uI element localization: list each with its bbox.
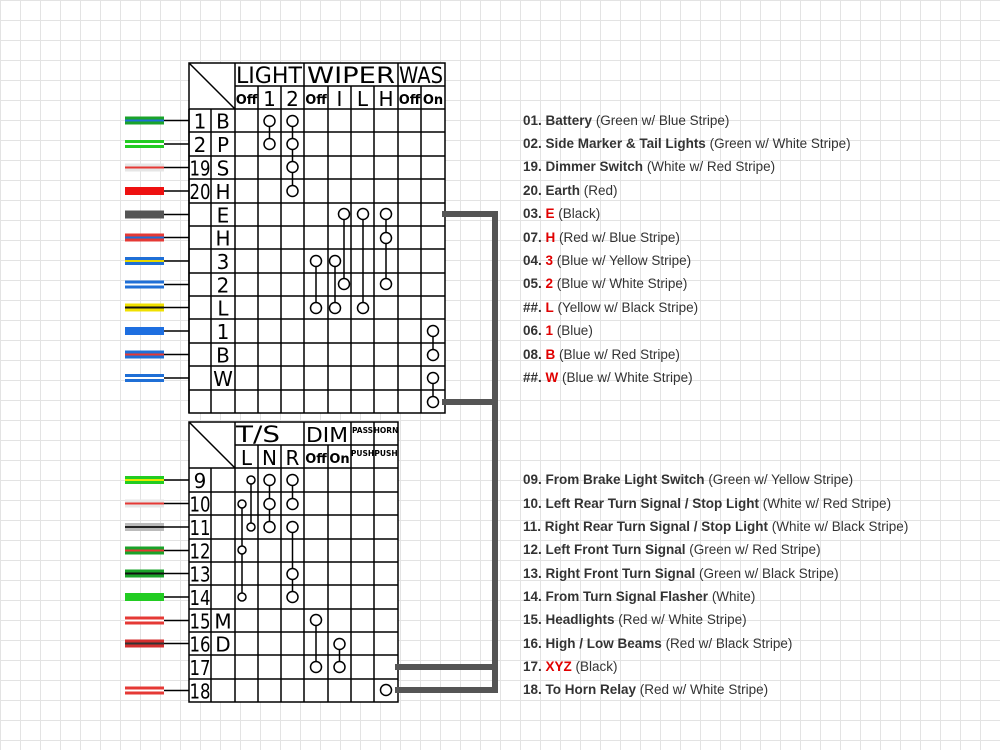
bottom-row-number: 9 [193, 469, 207, 493]
legend-wire-name: B [545, 347, 556, 362]
bottom-row-number: 18 [189, 679, 211, 704]
group-pass-label: PASS [351, 426, 374, 435]
legend-number: 09. [523, 472, 546, 487]
wire-swatch [125, 500, 189, 508]
pos-dim-off: Off [305, 452, 327, 467]
legend-entry [523, 636, 792, 651]
legend-color-desc: (White) [708, 589, 756, 604]
pos-ts-n: N [262, 446, 277, 470]
legend-entry [523, 323, 593, 338]
legend-wire-name: Right Front Turn Signal [545, 566, 696, 581]
group-ts-label: T/S [234, 423, 280, 448]
top-row-code: W [213, 367, 233, 391]
legend-entry [523, 519, 908, 534]
legend-entry [523, 347, 680, 362]
legend-color-desc: (Blue) [553, 323, 593, 338]
top-row-code: E [216, 203, 230, 228]
top-row-code: 1 [216, 320, 230, 344]
wire-swatch [125, 523, 189, 531]
top-row-number: 19 [189, 156, 211, 181]
legend-wire-name: High / Low Beams [545, 636, 662, 651]
legend-wire-name: 3 [545, 253, 554, 268]
legend-entry [523, 253, 691, 268]
legend-wire-name: Left Front Turn Signal [545, 542, 686, 557]
legend-entry [523, 230, 680, 245]
wire-swatch [125, 640, 189, 648]
wire-swatch [125, 351, 189, 359]
pos-wiper-h: H [378, 87, 394, 111]
pos-light-1: 1 [263, 87, 276, 111]
legend-number: 16. [523, 636, 546, 651]
bottom-row-number: 14 [189, 586, 211, 610]
legend-color-desc: (Blue w/ White Stripe) [553, 276, 688, 291]
legend-wire-name: Earth [545, 183, 581, 198]
legend-wire-name: H [545, 230, 556, 245]
legend-number: 12. [523, 542, 546, 557]
top-row-code: 2 [216, 273, 230, 298]
wire-swatch [125, 547, 189, 555]
legend-number: 15. [523, 612, 546, 627]
legend-entry [523, 300, 698, 315]
legend-wire-name: To Horn Relay [545, 682, 637, 697]
top-row-number: 20 [189, 180, 211, 204]
top-row-code: P [216, 133, 230, 157]
bottom-row-number: 13 [189, 562, 211, 587]
legend-wire-name: Dimmer Switch [545, 159, 644, 174]
legend-wire-name: XYZ [545, 659, 572, 674]
pos-pass-push: PUSH [350, 449, 375, 458]
legend-wire-name: From Brake Light Switch [545, 472, 705, 487]
group-wiper-label: WIPER [307, 64, 395, 89]
wire-swatch [125, 211, 189, 219]
pos-wiper-i: I [336, 87, 343, 111]
wire-swatch [125, 281, 189, 289]
group-horn-label: HORN [373, 426, 399, 435]
legend-color-desc: (Black) [554, 206, 601, 221]
pos-ts-r: R [285, 446, 300, 470]
legend-number: 03. [523, 206, 546, 221]
wire-swatch [125, 593, 189, 601]
bottom-row-code: D [215, 632, 231, 657]
pos-was-on: On [422, 93, 444, 108]
pos-wiper-off: Off [305, 93, 327, 108]
legend-number: 20. [523, 183, 546, 198]
legend-entry [523, 566, 839, 581]
top-row-code: H [215, 180, 231, 204]
legend-wire-name: W [545, 370, 559, 385]
wire-swatch [125, 117, 189, 125]
legend-number: 11. [523, 519, 545, 534]
bottom-row-number: 15 [189, 609, 211, 634]
bottom-row-number: 11 [189, 516, 211, 540]
group-dim-label: DIM [306, 423, 348, 447]
legend-wire-name: From Turn Signal Flasher [545, 589, 709, 604]
wire-swatch [125, 187, 189, 195]
legend-color-desc: (Green w/ Yellow Stripe) [704, 472, 854, 487]
legend-color-desc: (White w/ Black Stripe) [768, 519, 909, 534]
legend-number: ##. [523, 300, 546, 315]
legend-number: ##. [523, 370, 546, 385]
legend-wire-name: L [545, 300, 554, 315]
legend-color-desc: (Green w/ Black Stripe) [695, 566, 839, 581]
legend-entry [523, 589, 755, 604]
bottom-row-code: M [214, 609, 232, 634]
bottom-row-number: 10 [189, 492, 211, 517]
horn-push-terminal [381, 685, 392, 696]
legend-number: 01. [523, 113, 546, 128]
wire-swatch [125, 234, 189, 242]
legend-wire-name: 2 [545, 276, 554, 291]
group-was-label: WAS [399, 64, 443, 89]
legend-color-desc: (Red) [580, 183, 618, 198]
pos-horn-push: PUSH [374, 449, 398, 458]
top-row-code: H [215, 226, 231, 251]
wire-swatch [125, 257, 189, 265]
legend-number: 04. [523, 253, 546, 268]
wire-swatch [125, 140, 189, 148]
wire-swatch [125, 687, 189, 695]
legend-entry [523, 659, 618, 674]
legend-color-desc: (Blue w/ Red Stripe) [555, 347, 680, 362]
legend-color-desc: (Green w/ White Stripe) [705, 136, 851, 151]
legend-color-desc: (Green w/ Red Stripe) [685, 542, 821, 557]
legend-entry [523, 496, 891, 511]
legend-wire-name: E [545, 206, 555, 221]
wire-swatch [125, 164, 189, 172]
legend-color-desc: (Red w/ White Stripe) [636, 682, 769, 697]
pos-dim-on: On [329, 452, 350, 467]
top-row-number: 1 [193, 109, 207, 134]
legend-number: 14. [523, 589, 546, 604]
legend-color-desc: (Black) [571, 659, 618, 674]
wire-swatch [125, 570, 189, 578]
wire-swatch [125, 476, 189, 484]
legend-wire-name: Right Rear Turn Signal / Stop Light [544, 519, 769, 534]
legend-color-desc: (Yellow w/ Black Stripe) [553, 300, 699, 315]
legend-number: 02. [523, 136, 546, 151]
legend-wire-name: Battery [545, 113, 593, 128]
legend-color-desc: (White w/ Red Stripe) [759, 496, 892, 511]
legend-entry [523, 370, 693, 385]
legend-number: 17. [523, 659, 546, 674]
legend-color-desc: (Blue w/ White Stripe) [558, 370, 693, 385]
legend-entry [523, 113, 729, 128]
legend-number: 07. [523, 230, 546, 245]
legend-color-desc: (Red w/ Black Stripe) [661, 636, 793, 651]
pos-was-off: Off [398, 93, 421, 108]
top-row-code: L [217, 296, 229, 321]
legend-entry [523, 159, 775, 174]
legend-wire-name: 1 [545, 323, 554, 338]
bottom-row-number: 16 [189, 632, 211, 657]
legend-entry [523, 612, 747, 627]
legend-number: 10. [523, 496, 546, 511]
legend-color-desc: (White w/ Red Stripe) [643, 159, 776, 174]
wire-swatch [125, 304, 189, 312]
legend-entry [523, 276, 687, 291]
wire-swatch [125, 617, 189, 625]
legend-entry [523, 682, 768, 697]
legend-wire-name: Side Marker & Tail Lights [545, 136, 706, 151]
wire-swatch [125, 374, 189, 382]
top-row-code: B [216, 109, 230, 134]
pos-light-2: 2 [286, 87, 299, 111]
legend-number: 08. [523, 347, 546, 362]
legend-entry [523, 183, 618, 198]
legend-number: 13. [523, 566, 546, 581]
legend-entry [523, 472, 853, 487]
pos-wiper-l: L [356, 87, 369, 111]
legend-color-desc: (Red w/ White Stripe) [614, 612, 747, 627]
wire-swatch [125, 327, 189, 335]
legend-number: 06. [523, 323, 546, 338]
legend-entry [523, 206, 600, 221]
legend-number: 18. [523, 682, 546, 697]
bottom-row-number: 12 [189, 539, 211, 564]
legend-color-desc: (Blue w/ Yellow Stripe) [553, 253, 692, 268]
group-light-label: LIGHT [236, 64, 303, 89]
legend-entry [523, 136, 851, 151]
ts-n-jumper [264, 475, 275, 533]
top-row-number: 2 [193, 133, 207, 157]
legend-wire-name: Left Rear Turn Signal / Stop Light [545, 496, 760, 511]
pos-ts-l: L [240, 446, 253, 470]
legend-color-desc: (Green w/ Blue Stripe) [592, 113, 730, 128]
legend-wire-name: Headlights [545, 612, 615, 627]
top-row-code: B [216, 343, 230, 368]
legend-number: 05. [523, 276, 546, 291]
legend-entry [523, 542, 821, 557]
legend-color-desc: (Red w/ Blue Stripe) [555, 230, 680, 245]
bottom-row-number: 17 [189, 656, 211, 680]
pos-light-off: Off [235, 93, 258, 108]
legend-number: 19. [523, 159, 546, 174]
top-row-code: 3 [216, 250, 230, 274]
top-row-code: S [216, 156, 230, 181]
